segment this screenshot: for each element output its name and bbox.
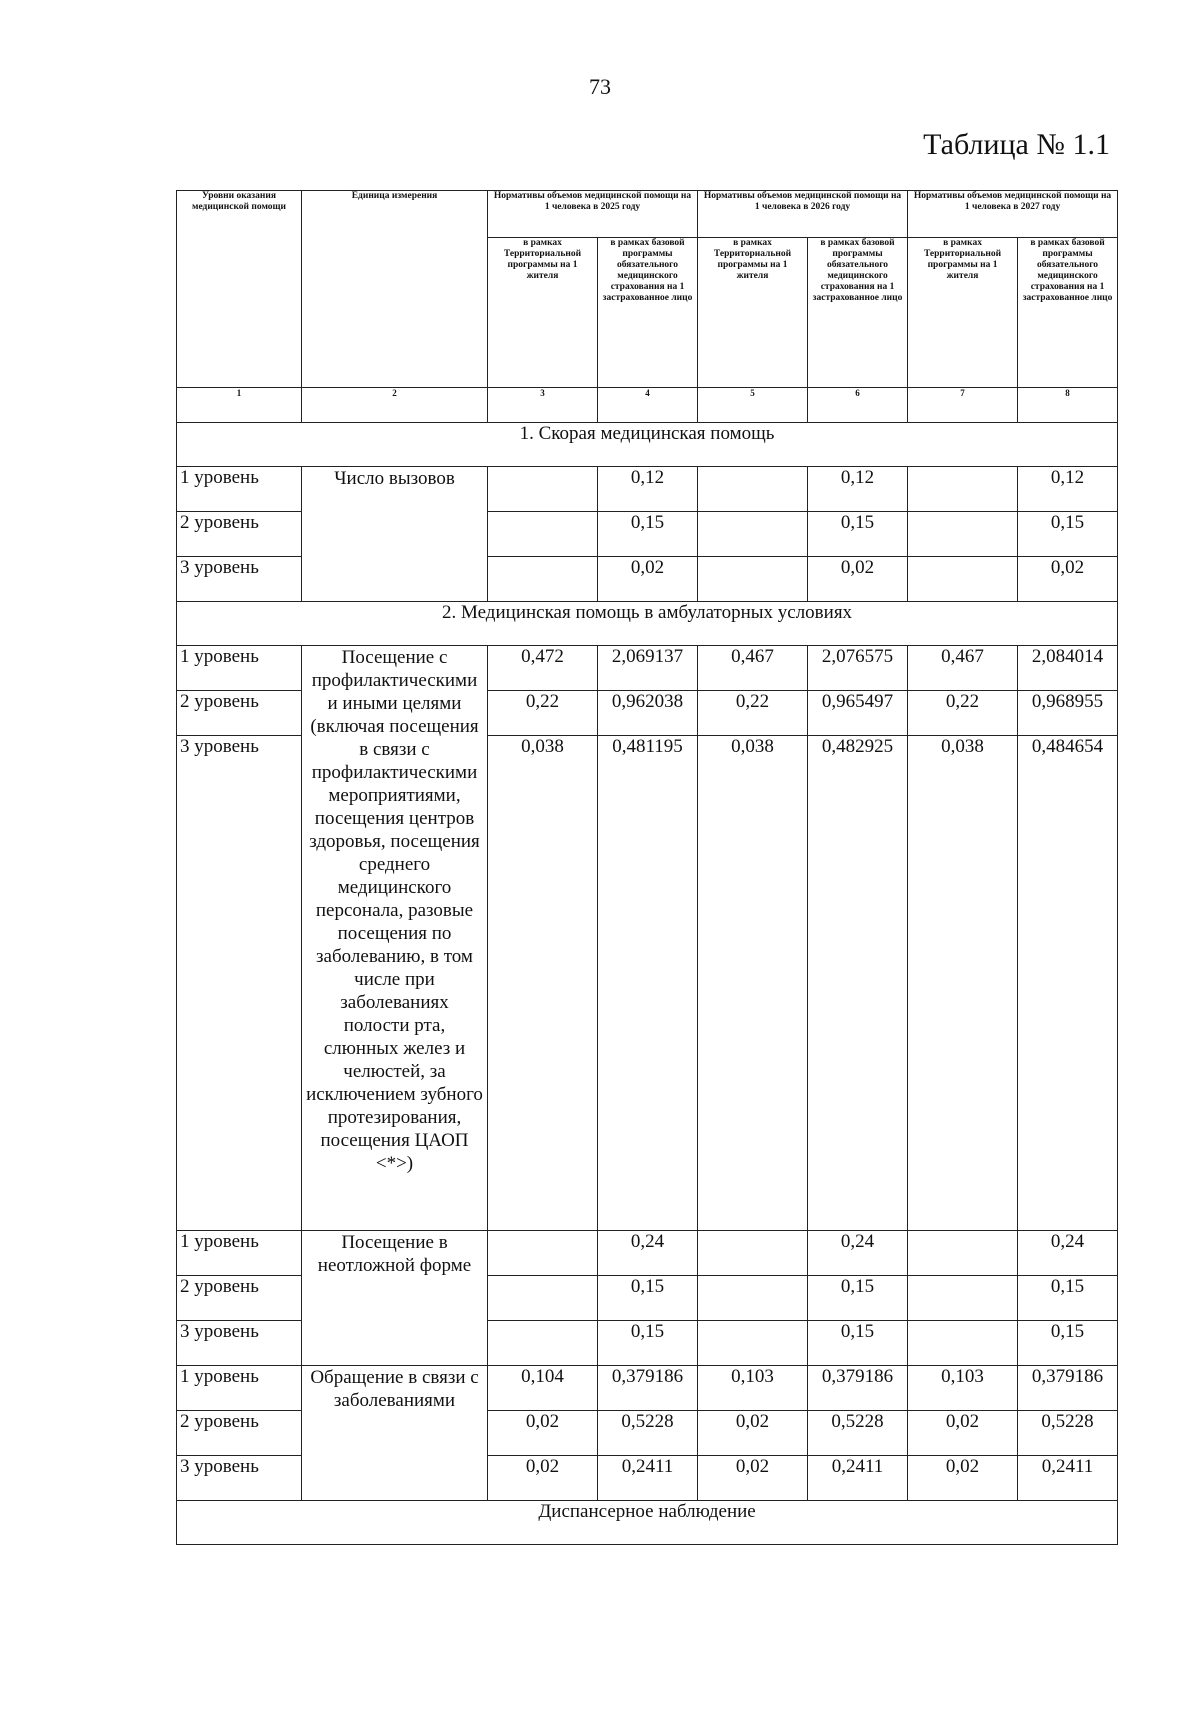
table-cell (908, 1276, 1018, 1321)
table-cell (488, 512, 598, 557)
column-number: 5 (698, 388, 808, 423)
section-title-outpatient: 2. Медицинская помощь в амбулаторных условиях (177, 602, 1118, 646)
header-territorial-2026: в рамках Территориальной программы на 1 жителя (698, 238, 808, 388)
table-cell: 0,965497 (808, 691, 908, 736)
table-cell: 0,5228 (598, 1411, 698, 1456)
column-number: 8 (1018, 388, 1118, 423)
table-cell: 0,467 (698, 646, 808, 691)
table-cell: 0,15 (598, 512, 698, 557)
table-cell: 0,481195 (598, 736, 698, 1231)
table-cell: 0,24 (598, 1231, 698, 1276)
level-label: 1 уровень (177, 1366, 302, 1411)
table-cell: 0,482925 (808, 736, 908, 1231)
table-cell: 0,02 (698, 1456, 808, 1501)
page-number: 73 (589, 74, 611, 99)
header-group-2027: Нормативы объемов медицинской помощи на 1 человека в 2027 году (908, 191, 1118, 238)
table-cell (698, 467, 808, 512)
table-cell (698, 1276, 808, 1321)
level-label: 1 уровень (177, 1231, 302, 1276)
table-cell: 0,22 (908, 691, 1018, 736)
header-levels: Уровни оказания медицинской помощи (177, 191, 302, 388)
level-label: 3 уровень (177, 557, 302, 602)
header-territorial-2027: в рамках Территориальной программы на 1 жителя (908, 238, 1018, 388)
table-cell (908, 1231, 1018, 1276)
column-number: 3 (488, 388, 598, 423)
level-label: 2 уровень (177, 1411, 302, 1456)
header-unit: Единица измерения (302, 191, 488, 388)
table-cell (488, 1321, 598, 1366)
table-cell (488, 1231, 598, 1276)
table-cell: 0,15 (808, 1321, 908, 1366)
table-cell: 0,103 (908, 1366, 1018, 1411)
table-cell: 0,472 (488, 646, 598, 691)
header-group-2026: Нормативы объемов медицинской помощи на 1 человека в 2026 году (698, 191, 908, 238)
table-cell (908, 467, 1018, 512)
table-cell: 0,15 (1018, 1321, 1118, 1366)
table-cell: 0,02 (698, 1411, 808, 1456)
table-cell: 2,076575 (808, 646, 908, 691)
table-cell: 2,069137 (598, 646, 698, 691)
table-cell: 0,02 (908, 1411, 1018, 1456)
section-title-ambulance: 1. Скорая медицинская помощь (177, 423, 1118, 467)
table-cell: 0,038 (698, 736, 808, 1231)
header-group-2025: Нормативы объемов медицинской помощи на 1 человека в 2025 году (488, 191, 698, 238)
table-cell: 0,2411 (1018, 1456, 1118, 1501)
header-oms-2025: в рамках базовой программы обязательного медицинского страхования на 1 застрахованное лицо (598, 238, 698, 388)
table-row (177, 467, 1118, 512)
table-cell (908, 557, 1018, 602)
table-cell (488, 467, 598, 512)
header-oms-2027: в рамках базовой программы обязательного медицинского страхования на 1 застрахованное лицо (1018, 238, 1118, 388)
table-cell: 0,379186 (1018, 1366, 1118, 1411)
table-cell: 0,15 (808, 512, 908, 557)
table-cell: 0,038 (908, 736, 1018, 1231)
table-cell: 0,2411 (598, 1456, 698, 1501)
table-cell: 0,5228 (808, 1411, 908, 1456)
table-cell: 0,379186 (808, 1366, 908, 1411)
table-cell: 0,2411 (808, 1456, 908, 1501)
table-cell (488, 557, 598, 602)
table-cell: 0,12 (1018, 467, 1118, 512)
unit-urgent: Посещение в неотложной форме (302, 1231, 488, 1366)
level-label: 2 уровень (177, 512, 302, 557)
level-label: 2 уровень (177, 691, 302, 736)
column-number: 2 (302, 388, 488, 423)
table-cell (698, 1321, 808, 1366)
table-cell (908, 1321, 1018, 1366)
table-cell: 0,467 (908, 646, 1018, 691)
column-numbers-row (177, 388, 1118, 423)
table-cell: 0,15 (1018, 1276, 1118, 1321)
table-cell: 0,02 (488, 1411, 598, 1456)
table-cell: 0,968955 (1018, 691, 1118, 736)
table-title: Таблица № 1.1 (923, 128, 1110, 161)
table-cell: 0,22 (698, 691, 808, 736)
table-cell: 0,962038 (598, 691, 698, 736)
column-number: 6 (808, 388, 908, 423)
table-cell: 0,15 (598, 1321, 698, 1366)
table-row (177, 1231, 1118, 1276)
header-territorial-2025: в рамках Территориальной программы на 1 жителя (488, 238, 598, 388)
unit-calls: Число вызовов (302, 467, 488, 602)
table-cell: 0,02 (598, 557, 698, 602)
table-cell (698, 1231, 808, 1276)
table-cell: 0,5228 (1018, 1411, 1118, 1456)
table-cell: 0,02 (1018, 557, 1118, 602)
table-cell: 0,12 (808, 467, 908, 512)
table-row (177, 646, 1118, 691)
table-cell (698, 557, 808, 602)
level-label: 2 уровень (177, 1276, 302, 1321)
table-cell: 0,038 (488, 736, 598, 1231)
table-cell (908, 512, 1018, 557)
level-label: 3 уровень (177, 1321, 302, 1366)
column-number: 1 (177, 388, 302, 423)
table-cell: 0,02 (488, 1456, 598, 1501)
table-cell: 0,02 (908, 1456, 1018, 1501)
table-cell: 0,15 (598, 1276, 698, 1321)
level-label: 3 уровень (177, 1456, 302, 1501)
table-cell: 0,22 (488, 691, 598, 736)
table-cell: 2,084014 (1018, 646, 1118, 691)
table-cell: 0,24 (1018, 1231, 1118, 1276)
norms-table (176, 190, 1118, 1545)
column-number: 7 (908, 388, 1018, 423)
table-cell: 0,104 (488, 1366, 598, 1411)
table-cell (698, 512, 808, 557)
table-row (177, 1366, 1118, 1411)
header-row-groups (177, 191, 1118, 238)
table-cell: 0,379186 (598, 1366, 698, 1411)
table-cell: 0,15 (1018, 512, 1118, 557)
table-cell: 0,484654 (1018, 736, 1118, 1231)
table-cell (488, 1276, 598, 1321)
level-label: 1 уровень (177, 646, 302, 691)
section-title-dispensary: Диспансерное наблюдение (177, 1501, 1118, 1545)
header-oms-2026: в рамках базовой программы обязательного медицинского страхования на 1 застрахованное лицо (808, 238, 908, 388)
table-cell: 0,24 (808, 1231, 908, 1276)
level-label: 3 уровень (177, 736, 302, 1231)
table-cell: 0,02 (808, 557, 908, 602)
unit-visits: Посещение с профилактическими и иными целями (включая посещения в связи с профилактическими мероприятиями, посещения центров здоровья, посещения среднего медицинского персонала, разовые посещения по заболеванию, в том числе при заболеваниях полости рта, слюнных желез и челюстей, за исключением зубного протезирования, посещения ЦАОП <*>) (302, 646, 488, 1231)
column-number: 4 (598, 388, 698, 423)
level-label: 1 уровень (177, 467, 302, 512)
unit-appeals: Обращение в связи с заболеваниями (302, 1366, 488, 1501)
table-cell: 0,12 (598, 467, 698, 512)
table-cell: 0,103 (698, 1366, 808, 1411)
table-cell: 0,15 (808, 1276, 908, 1321)
